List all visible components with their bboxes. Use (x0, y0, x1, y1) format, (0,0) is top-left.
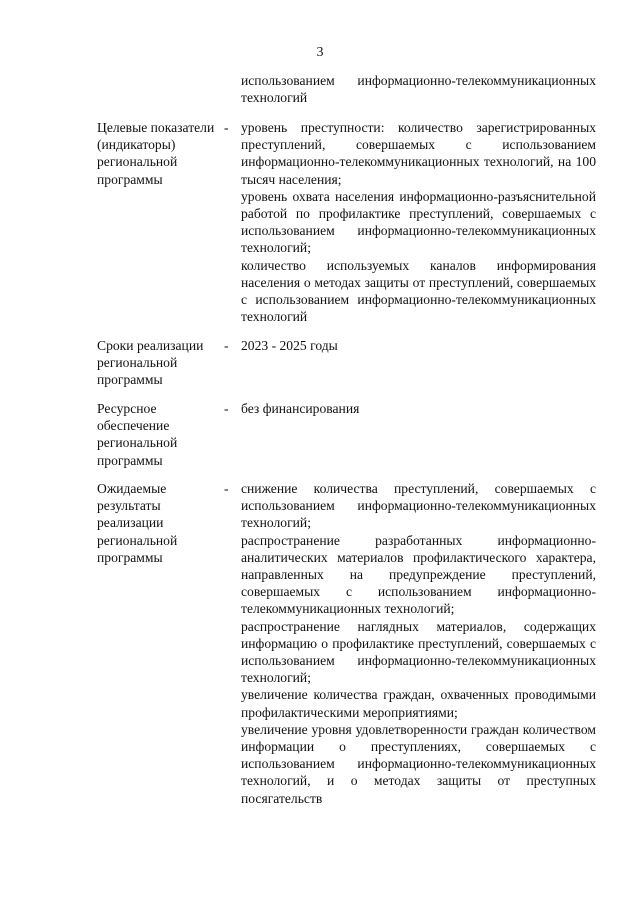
continuation-text: использованием информационно-телекоммуникационных технологий (241, 73, 596, 106)
list-item: увеличение уровня удовлетворенности граждан количеством информации о преступлениях, совершаемых с использованием информационно-телекоммуникационных технологий, и о методах защиты от преступных посягательств (241, 721, 596, 806)
section-content (241, 119, 596, 325)
continuation-content (241, 72, 596, 106)
section-dash: - (224, 120, 229, 135)
page-number: 3 (316, 45, 324, 60)
list-item: 2023 - 2025 годы (241, 338, 338, 353)
list-item: уровень охвата населения информационно-разъяснительной работой по профилактике преступлений, совершаемых с использованием информационно-телекоммуникационных технологий; (241, 188, 596, 256)
section-content (241, 400, 596, 417)
list-item: уровень преступности: количество зарегистрированных преступлений, совершаемых с использованием информационно-телекоммуникационных технологий, на 100 тысяч населения; (241, 120, 596, 187)
section-content (241, 480, 596, 807)
section-dash: - (224, 338, 229, 353)
list-item: распространение разработанных информационно-аналитических материалов профилактического характера, направленных на предупреждение преступлений, совершаемых с использованием информационно-телекоммуникационных технологий; (241, 532, 596, 617)
section-dash: - (224, 401, 229, 416)
list-item: количество используемых каналов информирования населения о методах защиты от преступлений, совершаемых с использованием информационно-телекоммуникационных технологий (241, 257, 596, 325)
list-item: увеличение количества граждан, охваченных проводимыми профилактическими мероприятиями; (241, 687, 596, 720)
section-label: Сроки реализации региональной программы (97, 338, 204, 388)
list-item: без финансирования (241, 401, 360, 416)
section-label: Ожидаемые результаты реализации региональной программы (97, 481, 178, 565)
section-label: Ресурсное обеспечение региональной программы (97, 401, 178, 468)
list-item: снижение количества преступлений, совершаемых с использованием информационно-телекоммуникационных технологий; (241, 481, 596, 531)
section-dash: - (224, 481, 229, 496)
section-content (241, 337, 596, 354)
list-item: распространение наглядных материалов, содержащих информацию о профилактике преступлений, совершаемых с использованием информационно-телекоммуникационных технологий; (241, 618, 596, 686)
section-label: Целевые показатели (индикаторы) региональной программы (97, 120, 215, 187)
